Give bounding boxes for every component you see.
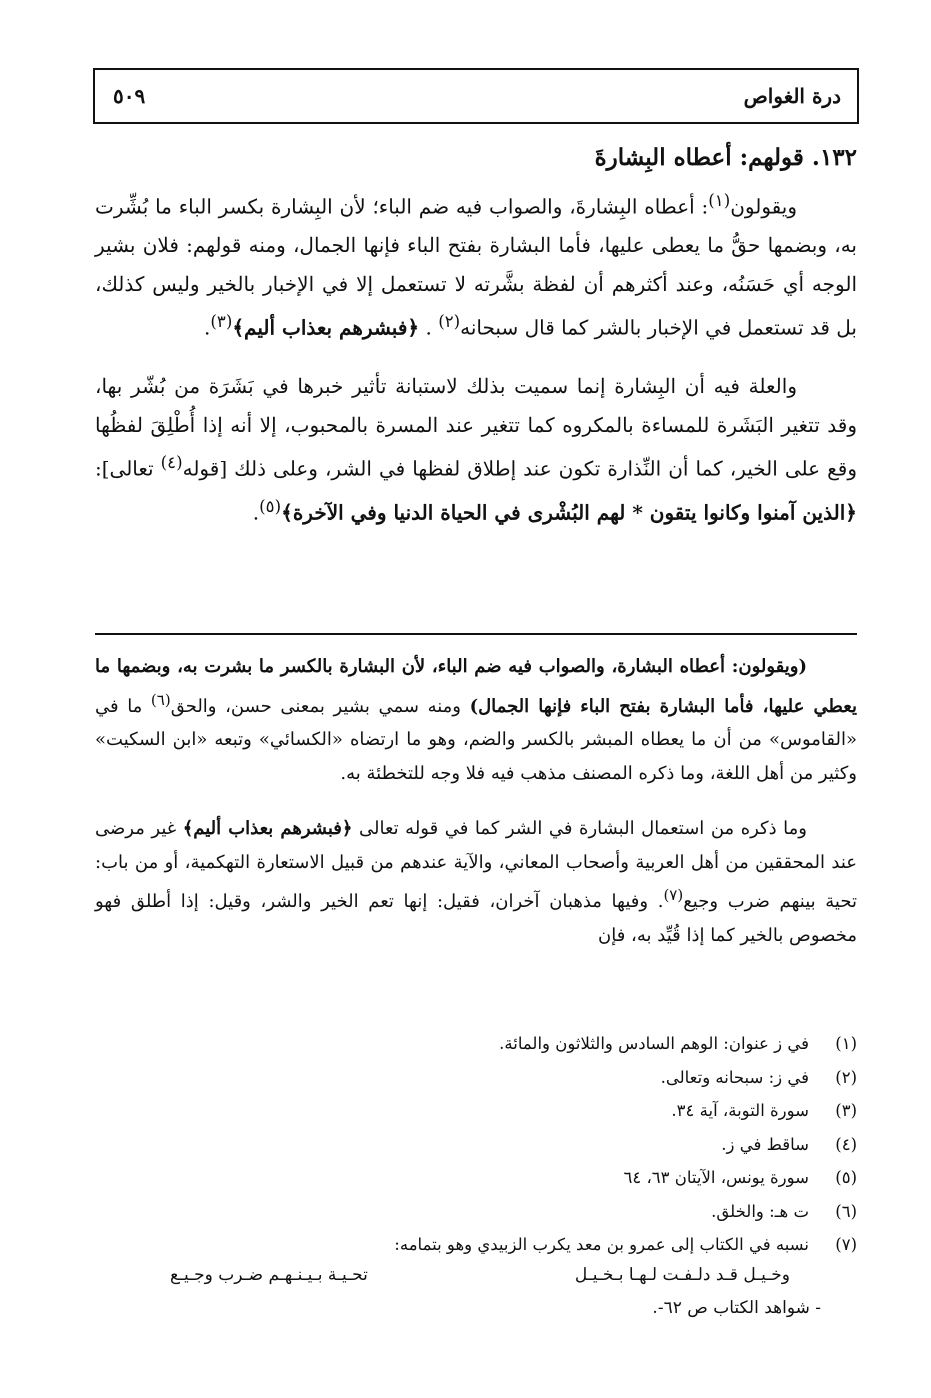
text-run: . bbox=[204, 315, 211, 340]
quran-quote: ﴿الذين آمنوا وكانوا يتقون * لهم البُشْرى في الحياة الدنيا وفي الآخرة﴾ bbox=[281, 501, 857, 526]
quoted-original: (ويقولون: أعطاه البشارة، والصواب فيه ضم الباء، لأن البشارة بالكسر ما بشرت به، وبضمها ما يعطي عليها، فأما البشارة بفتح الباء فإنها الجمال) bbox=[95, 656, 857, 717]
footnote bbox=[95, 1094, 857, 1128]
footnote-ref-7: (٧) bbox=[663, 886, 684, 904]
main-text bbox=[95, 182, 857, 533]
footnote-ref-4: (٤) bbox=[160, 453, 183, 473]
text-run: والعلة فيه أن البِشارة إنما سميت بذلك لاستبانة تأثير خبرها في بَشَرَة من بُشّر بها، وقد تتغير البَشَرة للمساءة بالمكروه كما تتغير عند المسرة بالمحبوب، إلا أنه إذا أُطْلِقَ لفظُها وقع على الخير، كما أن النِّذارة تكون عند إطلاق لفظها في الشر، وعلى ذلك [قوله bbox=[95, 374, 857, 481]
section-divider bbox=[95, 633, 857, 635]
text-run: . وفيها مذهبان آخران، فقيل: إنها تعم الخير والشر، وقيل: إذا أطلق فهو مخصوص بالخير كما إذا قُيِّد به، فإن bbox=[95, 891, 857, 946]
running-title: درة الغواص bbox=[743, 84, 841, 108]
text-run: : أعطاه البِشارةَ، والصواب فيه ضم الباء؛ لأن البِشارة بكسر الباء ما بُشِّرت به، وبضمها حقُّ ما يعطى عليها، فأما البشارة بفتح الباء فإنها الجمال، ومنه قولهم: فلان بشير الوجه أي حَسَنُه، وعند أكثرهم أن لفظة بشَّرته لا تستعمل إلا في الإخبار بالخير وليس كذلك، بل قد تستعمل في الإخبار بالشر كما قال سبحانه bbox=[95, 194, 857, 340]
footnote-number: (٧) bbox=[835, 1235, 857, 1254]
footnote-ref-1: (١) bbox=[708, 191, 731, 210]
footnote-text: نسبه في الكتاب إلى عمرو بن معد يكرب الزبيدي وهو بتمامه: bbox=[394, 1235, 809, 1254]
main-paragraph-1 bbox=[95, 182, 857, 347]
footnote-number: (٦) bbox=[835, 1201, 857, 1221]
footnote-ref-5: (٥) bbox=[259, 497, 282, 517]
commentary-paragraph-1 bbox=[95, 650, 857, 790]
footnote-text: في ز: سبحانه وتعالى. bbox=[660, 1067, 809, 1087]
quran-quote: ﴿فبشرهم بعذاب أليم﴾ bbox=[182, 818, 353, 839]
footnote bbox=[95, 1195, 857, 1229]
footnotes bbox=[95, 1027, 857, 1262]
commentary-paragraph-2 bbox=[95, 812, 857, 952]
footnote-number: (٤) bbox=[835, 1134, 857, 1154]
text-run: غير مرضى عند المحققين من أهل العربية وأصحاب المعاني، والآية عندهم من قبيل الاستعارة التهكمية، أو من باب: تحية بينهم ضرب وجيع bbox=[95, 818, 857, 912]
footnote-text: ت هـ: والخلق. bbox=[711, 1201, 809, 1221]
verse-hemistich-2: تحـيـة بـيـنـهـم ضـرب وجـيـع bbox=[170, 1265, 368, 1285]
quran-quote: ﴿فبشرهم بعذاب أليم﴾ bbox=[232, 315, 420, 340]
footnote bbox=[95, 1128, 857, 1162]
footnote-text: ساقط في ز. bbox=[721, 1134, 809, 1154]
text-run: وما ذكره من استعمال البشارة في الشر كما في قوله تعالى bbox=[352, 818, 807, 839]
commentary bbox=[95, 650, 857, 952]
text-run: ما في «القاموس» من أن ما يعطاه المبشر بالكسر والضم، وهو ما ارتضاه «الكسائي» وتبعه «ابن السكيت» وكثير من أهل اللغة، وما ذكره المصنف مذهب فيه فلا وجه للتخطئة به. bbox=[95, 695, 857, 784]
footnote bbox=[95, 1228, 857, 1262]
footnote-text: سورة يونس، الآيتان ٦٣، ٦٤ bbox=[623, 1168, 809, 1187]
page-number: ٥٠٩ bbox=[113, 84, 146, 108]
footnote bbox=[95, 1061, 857, 1095]
text-run: تعالى]: bbox=[95, 456, 161, 481]
main-paragraph-2 bbox=[95, 367, 857, 532]
footnote bbox=[95, 1027, 857, 1061]
footnote-ref-6: (٦) bbox=[150, 690, 171, 709]
text-run: . bbox=[252, 501, 260, 526]
footnote-ref-3: (٣) bbox=[210, 312, 233, 332]
footnote-text: في ز عنوان: الوهم السادس والثلاثون والمائة. bbox=[499, 1034, 809, 1053]
footnote-text: سورة التوبة، آية ٣٤. bbox=[671, 1101, 809, 1120]
verse-source: - شواهد الكتاب ص ٦٢-. bbox=[652, 1298, 821, 1318]
footnote-number: (٢) bbox=[835, 1067, 857, 1087]
text-run: ومنه سمي بشير بمعنى حسن، والحق bbox=[170, 695, 470, 717]
footnote-number: (٣) bbox=[835, 1101, 857, 1120]
page-header bbox=[93, 68, 859, 124]
footnote-number: (٥) bbox=[835, 1168, 857, 1187]
footnote-ref-2: (٢) bbox=[438, 312, 461, 332]
section-title: ١٣٢. قولهم: أعطاه البِشارةَ bbox=[594, 144, 857, 171]
text-run: . bbox=[419, 315, 439, 340]
verse-hemistich-1: وخـيـل قـد دلـفـت لـهـا بـخـيـل bbox=[574, 1265, 790, 1285]
footnote-number: (١) bbox=[835, 1034, 857, 1053]
footnote bbox=[95, 1161, 857, 1195]
poetry-verse bbox=[170, 1265, 790, 1285]
text-run: ويقولون bbox=[730, 194, 797, 219]
